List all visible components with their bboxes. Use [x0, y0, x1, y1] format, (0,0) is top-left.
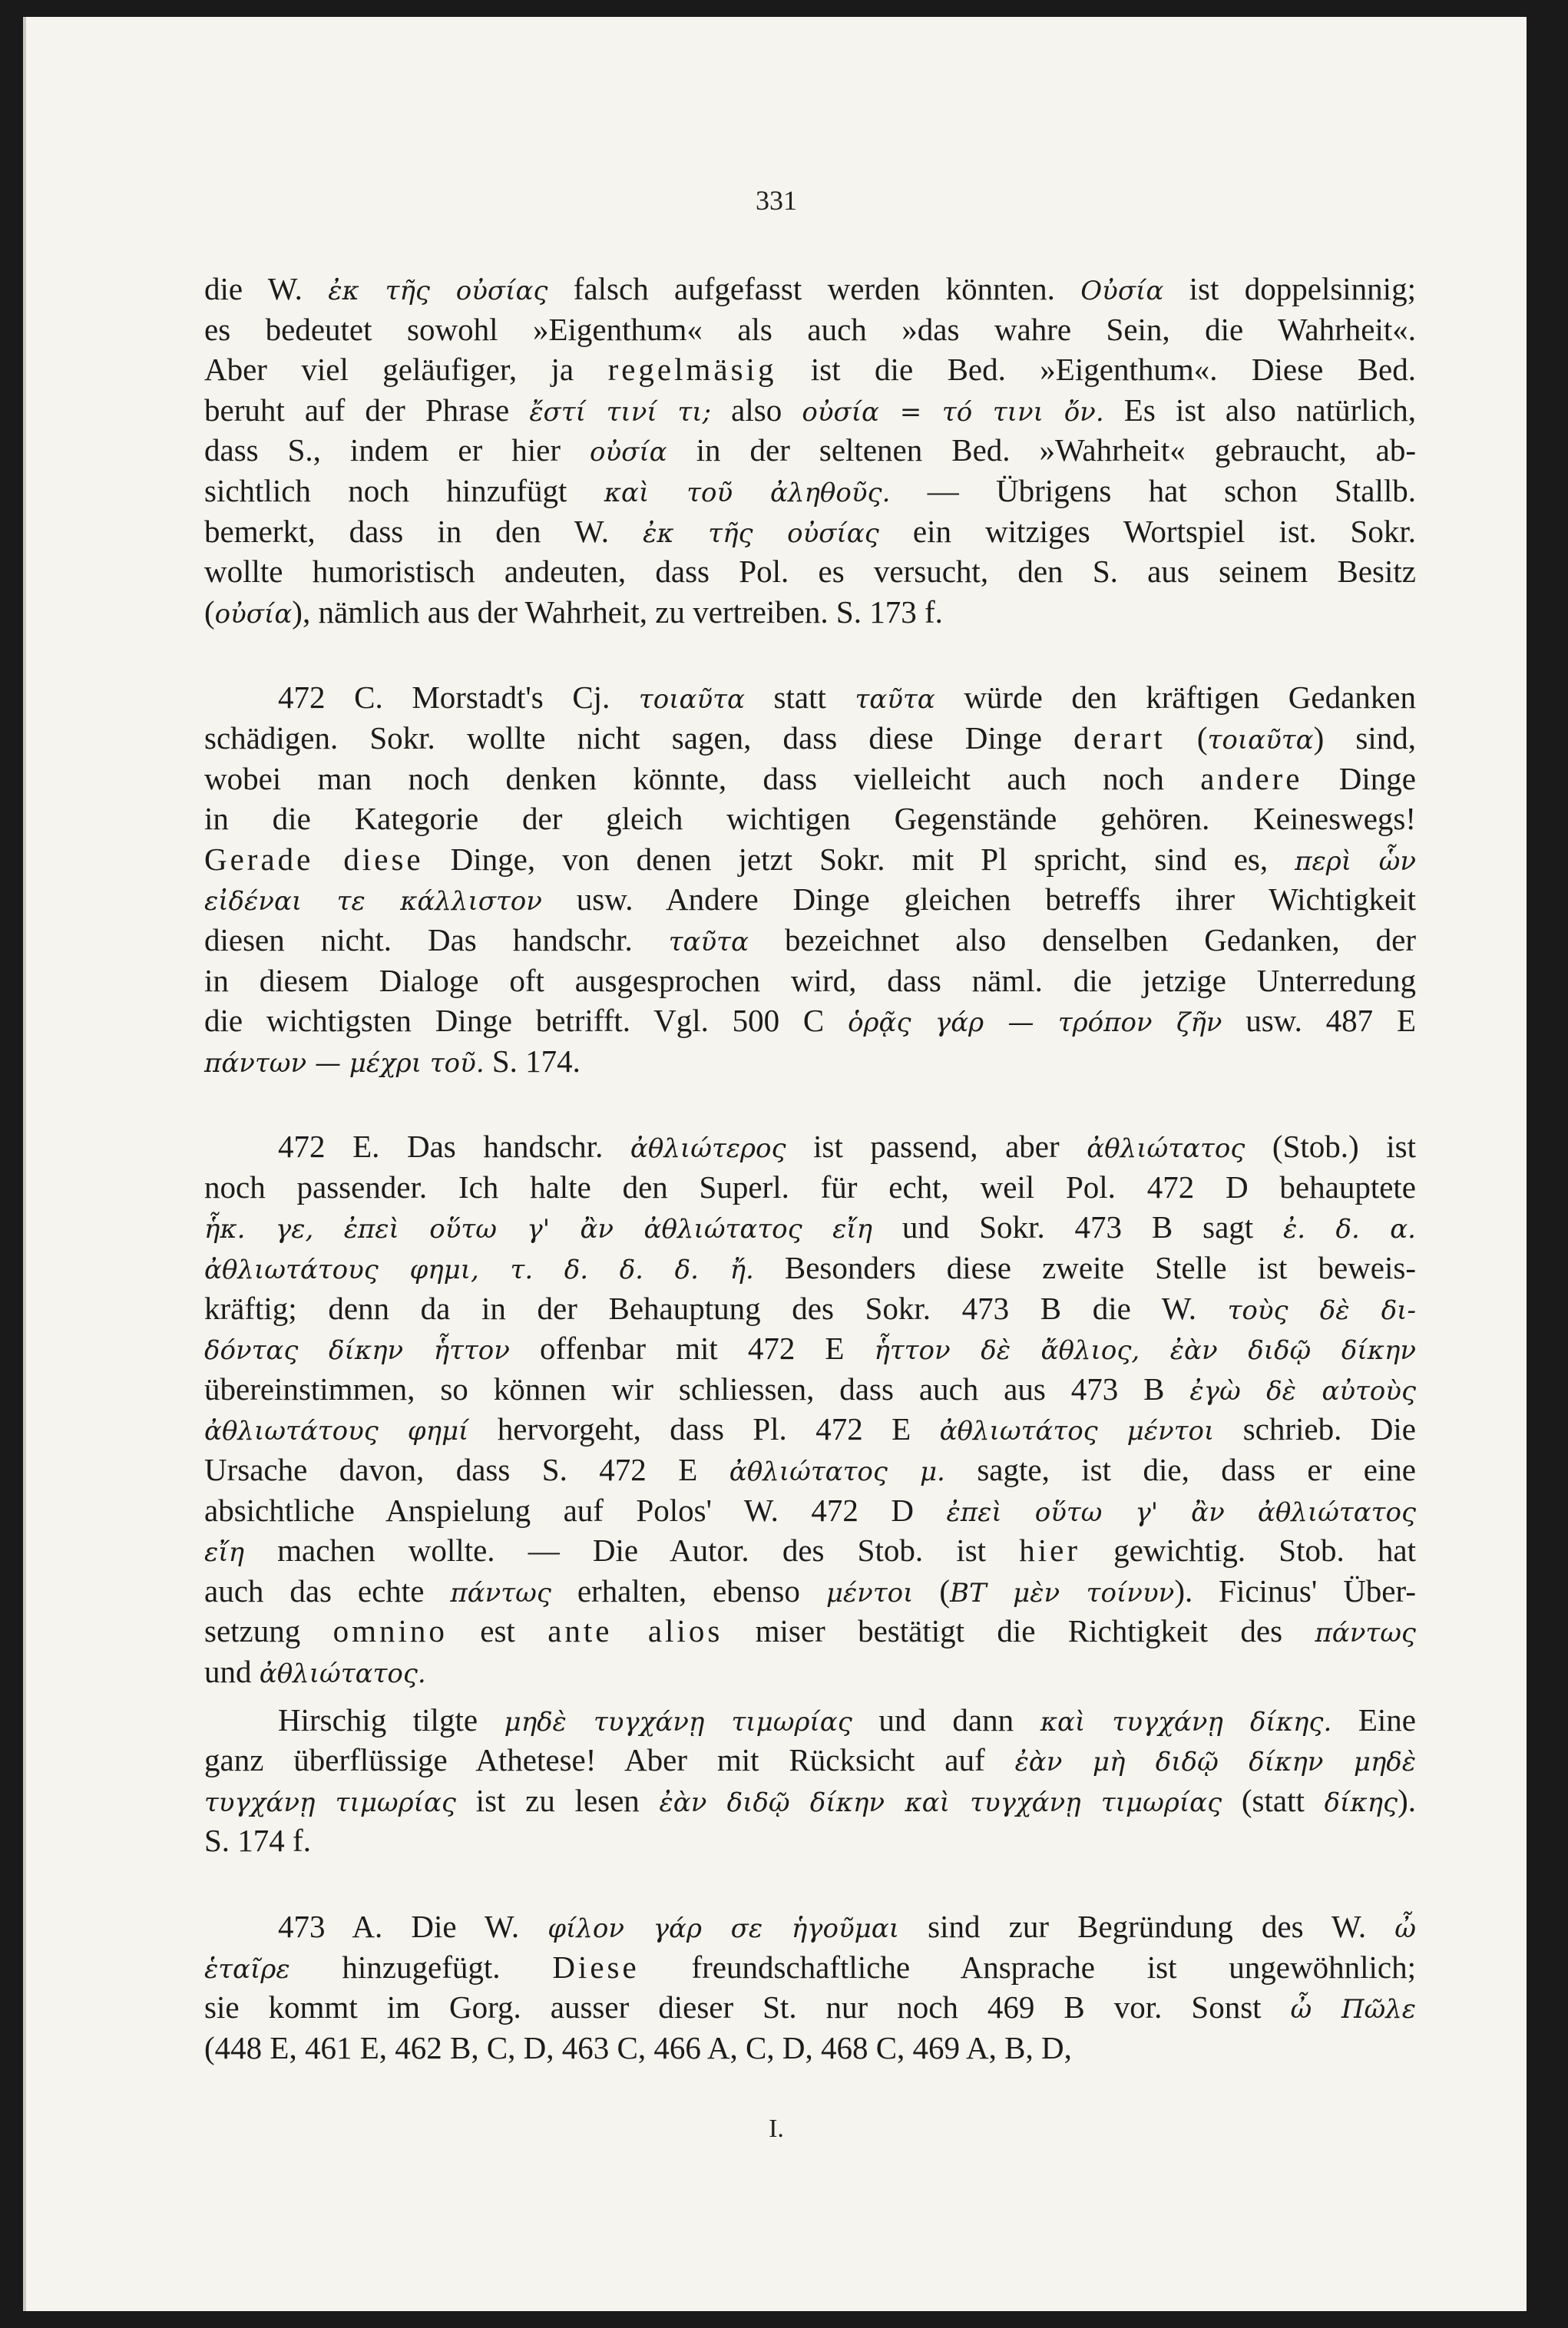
text-line — [204, 309, 1416, 350]
greek-quote: πάντως — [450, 1577, 551, 1609]
greek-quote: ἔστί τινί τι; — [529, 396, 712, 428]
text-line — [204, 799, 1416, 839]
text-run: ). Ficinus' Über- — [1174, 1572, 1416, 1609]
text-line — [204, 390, 1416, 431]
text-line — [204, 1652, 1416, 1692]
greek-quote: ἀθλιώτατος μ. — [729, 1457, 945, 1488]
text-run: die W. — [204, 271, 329, 306]
greek-quote: μέντοι — [825, 1577, 914, 1609]
text-run: in diesem Dialoge oft ausgesprochen wird, dass näml. die jetzige Unterredung — [204, 962, 1416, 998]
text-line — [204, 1041, 1416, 1082]
text-line — [204, 1530, 1416, 1571]
text-run: ), nämlich aus der Wahrheit, zu vertreiben. S. 173 f. — [292, 594, 943, 630]
greek-quote: Οὐσία — [1080, 276, 1164, 306]
text-line — [204, 1947, 1416, 1988]
spaced-emphasis: derart — [1073, 719, 1166, 756]
greek-quote: ἑταῖρε — [204, 1953, 290, 1985]
text-run: ist zu lesen — [455, 1782, 660, 1818]
greek-quote: εἴη — [204, 1537, 244, 1569]
text-run: wollte humoristisch andeuten, dass Pol. es versucht, den S. aus seinem Besitz — [204, 554, 1416, 590]
text-run: Das handschr. — [379, 1129, 630, 1165]
greek-quote: ἀθλιώτερος — [630, 1133, 786, 1165]
greek-quote: καὶ τυγχάνῃ δίκης. — [1040, 1706, 1332, 1738]
text-line — [204, 1369, 1416, 1410]
text-run: machen wollte. — Die Autor. des Stob. ist — [243, 1533, 1020, 1569]
paragraph — [204, 1700, 1416, 1861]
printer-signature: I. — [769, 2115, 784, 2143]
text-run: falsch aufgefasst werden könnten. — [547, 271, 1081, 306]
spaced-emphasis: andere — [1200, 760, 1303, 796]
text-line — [204, 1906, 1416, 1947]
greek-quote: εἰδέναι τε κάλλιστον — [204, 886, 542, 918]
passage-reference: 472 C. — [278, 680, 383, 716]
text-run: absichtliche Anspielung auf Polos' W. 472 D — [204, 1492, 947, 1528]
text-run: offenbar mit 472 E — [509, 1331, 875, 1367]
text-run: übereinstimmen, so können wir schliessen, dass auch aus 473 B — [204, 1371, 1190, 1407]
text-run: ). — [1398, 1782, 1416, 1818]
text-run: S. 174. — [484, 1043, 581, 1079]
text-run: ganz überflüssige Athetese! Aber mit Rücksicht auf — [204, 1742, 1015, 1778]
text-run: Die W. — [382, 1908, 548, 1944]
greek-quote: ὁρᾷς γάρ — τρόπον ζῆν — [848, 1007, 1222, 1039]
text-line — [204, 1987, 1416, 2028]
text-run: schrieb. Die — [1214, 1411, 1416, 1447]
text-run: usw. 487 E — [1222, 1003, 1416, 1039]
text-line — [204, 759, 1416, 799]
spaced-emphasis: regelmäsig — [607, 352, 777, 388]
text-run: Aber viel geläufiger, ja — [204, 352, 608, 388]
text-line — [204, 961, 1416, 1001]
text-line — [204, 269, 1416, 309]
text-run: Dinge — [1302, 760, 1416, 796]
text-run: usw. Andere Dinge gleichen betreffs ihrer Wichtigkeit — [541, 881, 1416, 918]
text-line — [204, 879, 1416, 920]
text-run: (448 E, 461 E, 462 B, C, D, 463 C, 466 A, C, D, 468 C, 469 A, B, D, — [204, 2029, 1072, 2065]
paragraph — [204, 1126, 1416, 1691]
paragraph — [204, 677, 1416, 1081]
greek-quote: ταῦτα — [668, 926, 749, 957]
greek-quote: ἀθλιωτάτους φημί — [204, 1416, 469, 1447]
text-run: miser bestätigt die Richtigkeit des — [723, 1613, 1315, 1649]
greek-quote: ἐὰν διδῷ δίκην καὶ τυγχάνῃ τιμωρίας — [659, 1787, 1222, 1818]
text-run: schädigen. Sokr. wollte nicht sagen, dass diese Dinge — [204, 719, 1074, 756]
text-run: ein witziges Wortspiel ist. Sokr. — [878, 513, 1416, 549]
text-run: freundschaftliche Ansprache ist ungewöhnlich; — [639, 1949, 1416, 1985]
text-run: ( — [1165, 719, 1208, 756]
greek-quote: τοιαῦτα — [1207, 724, 1314, 756]
text-run: gewichtig. Stob. hat — [1080, 1533, 1416, 1569]
text-line — [204, 511, 1416, 552]
text-run: und Sokr. 473 B sagt — [872, 1209, 1284, 1245]
greek-quote: δόντας δίκην ἧττον — [204, 1335, 510, 1367]
greek-quote: φίλον γάρ σε ἡγοῦμαι — [547, 1913, 900, 1944]
text-run: beruht auf der Phrase — [204, 392, 530, 428]
text-line — [204, 1328, 1416, 1369]
text-run: S. 174 f. — [204, 1823, 311, 1859]
text-run: bemerkt, dass in den W. — [204, 513, 643, 549]
text-line — [204, 1000, 1416, 1041]
text-run: würde den kräftigen Gedanken — [935, 680, 1416, 716]
text-run: (Stob.) ist — [1245, 1129, 1417, 1165]
greek-quote: ἐκ τῆς οὐσίας — [643, 518, 879, 549]
text-run: ( — [913, 1572, 951, 1609]
greek-quote: τυγχάνῃ τιμωρίας — [204, 1787, 456, 1818]
greek-quote: περὶ ὧν — [1295, 845, 1416, 877]
spaced-emphasis: hier — [1019, 1533, 1080, 1569]
body-text — [204, 269, 1416, 2068]
greek-quote: ἀθλιωτάτους φημι, τ. δ. δ. δ. ἤ. — [204, 1255, 754, 1286]
text-line — [204, 1288, 1416, 1329]
greek-quote: οὐσία — [590, 437, 667, 468]
spaced-emphasis: omnino — [332, 1613, 448, 1649]
text-line — [204, 1126, 1416, 1167]
greek-quote: ἐπεὶ οὕτω γ' ἂν ἀθλιώτατος — [946, 1496, 1416, 1528]
page-number: 331 — [756, 185, 797, 216]
text-run: ist doppelsinnig; — [1163, 271, 1416, 306]
text-run: hinzugefügt. — [289, 1949, 553, 1985]
text-line — [204, 1490, 1416, 1531]
greek-quote: ἧκ. γε, ἐπεὶ οὕτω γ' ἂν ἀθλιώτατος εἴη — [204, 1214, 873, 1245]
text-run: bezeichnet also denselben Gedanken, der — [748, 921, 1417, 957]
text-run: Es ist also natürlich, — [1103, 392, 1416, 428]
greek-quote: πάντως — [1315, 1618, 1416, 1649]
greek-quote: ἀθλιωτάτος μέντοι — [939, 1416, 1215, 1447]
text-line — [204, 718, 1416, 759]
text-run: und dann — [852, 1701, 1040, 1738]
text-run: Morstadt's Cj. — [382, 680, 639, 716]
text-run: sagte, ist die, dass er eine — [944, 1452, 1416, 1488]
text-run: und — [204, 1654, 260, 1689]
text-line — [204, 1167, 1416, 1208]
text-run: — Übrigens hat schon Stallb. — [890, 472, 1416, 508]
greek-quote: ἀθλιώτατος — [1087, 1133, 1245, 1165]
greek-quote: οὐσία = τό τινι ὄν. — [802, 396, 1104, 428]
text-run: die wichtigsten Dinge betrifft. Vgl. 500 C — [204, 1003, 849, 1039]
greek-quote: ἐὰν μὴ διδῷ δίκην μηδὲ — [1014, 1747, 1417, 1778]
text-run: statt — [744, 680, 855, 716]
book-page — [23, 17, 1527, 2311]
text-run: auch das echte — [204, 1572, 451, 1609]
text-run: sichtlich noch hinzufügt — [204, 472, 604, 508]
text-line — [204, 1781, 1416, 1821]
text-line — [204, 551, 1416, 592]
text-run: Dinge, von denen jetzt Sokr. mit Pl spricht, sind es, — [423, 841, 1295, 877]
text-run: in die Kategorie der gleich wichtigen Gegenstände gehören. Keineswegs! — [204, 801, 1416, 837]
greek-quote: μηδὲ τυγχάνῃ τιμωρίας — [504, 1706, 852, 1738]
text-line — [204, 920, 1416, 961]
text-line — [204, 1700, 1416, 1741]
greek-quote: δίκης — [1324, 1787, 1398, 1818]
text-run: (statt — [1222, 1782, 1325, 1818]
text-line — [204, 839, 1416, 880]
text-run: ist die Bed. »Eigenthum«. Diese Bed. — [776, 352, 1416, 388]
text-run: es bedeutet sowohl »Eigenthum« als auch »das wahre Sein, die Wahrheit«. — [204, 311, 1416, 347]
greek-quote: ἐκ τῆς οὐσίας — [328, 276, 548, 306]
spaced-emphasis: ante alios — [547, 1613, 723, 1649]
text-line — [204, 1248, 1416, 1288]
greek-quote: καὶ τοῦ ἀληθοῦς. — [604, 477, 891, 508]
passage-reference: 472 E. — [278, 1129, 380, 1165]
greek-quote: οὐσία — [214, 598, 293, 630]
text-run: Hirschig tilgte — [278, 1701, 504, 1738]
paragraph — [204, 1906, 1416, 2068]
text-run: setzung — [204, 1613, 333, 1649]
text-run: also — [711, 392, 802, 428]
text-line — [204, 471, 1416, 511]
text-run: sie kommt im Gorg. ausser dieser St. nur noch 469 B vor. Sonst — [204, 1989, 1291, 2025]
greek-quote: πάντων — μέχρι τοῦ. — [204, 1047, 485, 1079]
paragraph — [204, 269, 1416, 632]
spaced-emphasis: Diese — [552, 1949, 640, 1985]
text-run: ) sind, — [1313, 719, 1417, 756]
text-line — [204, 2028, 1416, 2068]
text-run: dass S., indem er hier — [204, 432, 590, 468]
text-run: sind zur Begründung des W. — [899, 1908, 1395, 1944]
greek-quote: ἀθλιώτατος. — [259, 1658, 426, 1689]
greek-quote: ὦ — [1394, 1913, 1416, 1944]
greek-quote: ἧττον δὲ ἄθλιος, ἐὰν διδῷ δίκην — [874, 1335, 1416, 1367]
text-line — [204, 1450, 1416, 1490]
text-run: in der seltenen Bed. »Wahrheit« gebraucht, ab- — [667, 432, 1417, 468]
greek-quote: τοὺς δὲ δι- — [1227, 1295, 1416, 1326]
text-line — [204, 677, 1416, 718]
greek-quote: ἐγὼ δὲ αὐτοὺς — [1189, 1375, 1416, 1407]
text-run: wobei man noch denken könnte, dass vielleicht auch noch — [204, 760, 1201, 796]
text-run: kräftig; denn da in der Behauptung des Sokr. 473 B die W. — [204, 1290, 1228, 1326]
text-run: ( — [204, 594, 215, 630]
text-run: Eine — [1331, 1701, 1416, 1738]
text-line — [204, 1409, 1416, 1450]
greek-quote: BT μὲν τοίνυν — [950, 1577, 1175, 1609]
text-run: Ursache davon, dass S. 472 E — [204, 1452, 729, 1488]
text-line — [204, 592, 1416, 633]
text-run: noch passender. Ich halte den Superl. für echt, weil Pol. 472 D behauptete — [204, 1169, 1416, 1205]
passage-reference: 473 A. — [278, 1908, 383, 1944]
greek-quote: τοιαῦτα — [638, 684, 745, 716]
text-line — [204, 1571, 1416, 1612]
greek-quote: ταῦτα — [855, 684, 935, 716]
text-run: diesen nicht. Das handschr. — [204, 921, 669, 957]
text-run: Besonders diese zweite Stelle ist beweis- — [753, 1250, 1416, 1286]
text-line — [204, 1820, 1416, 1861]
text-line — [204, 1207, 1416, 1248]
text-line — [204, 430, 1416, 471]
text-run: est — [447, 1613, 548, 1649]
text-line — [204, 1611, 1416, 1652]
spaced-emphasis: Gerade diese — [204, 841, 424, 877]
text-line — [204, 349, 1416, 390]
text-run: erhalten, ebenso — [551, 1572, 826, 1609]
greek-quote: ὦ Πῶλε — [1290, 1994, 1416, 2025]
text-run: hervorgeht, dass Pl. 472 E — [468, 1411, 940, 1447]
text-line — [204, 1740, 1416, 1781]
text-run: ist passend, aber — [786, 1129, 1087, 1165]
greek-quote: ἐ. δ. α. — [1283, 1214, 1416, 1245]
